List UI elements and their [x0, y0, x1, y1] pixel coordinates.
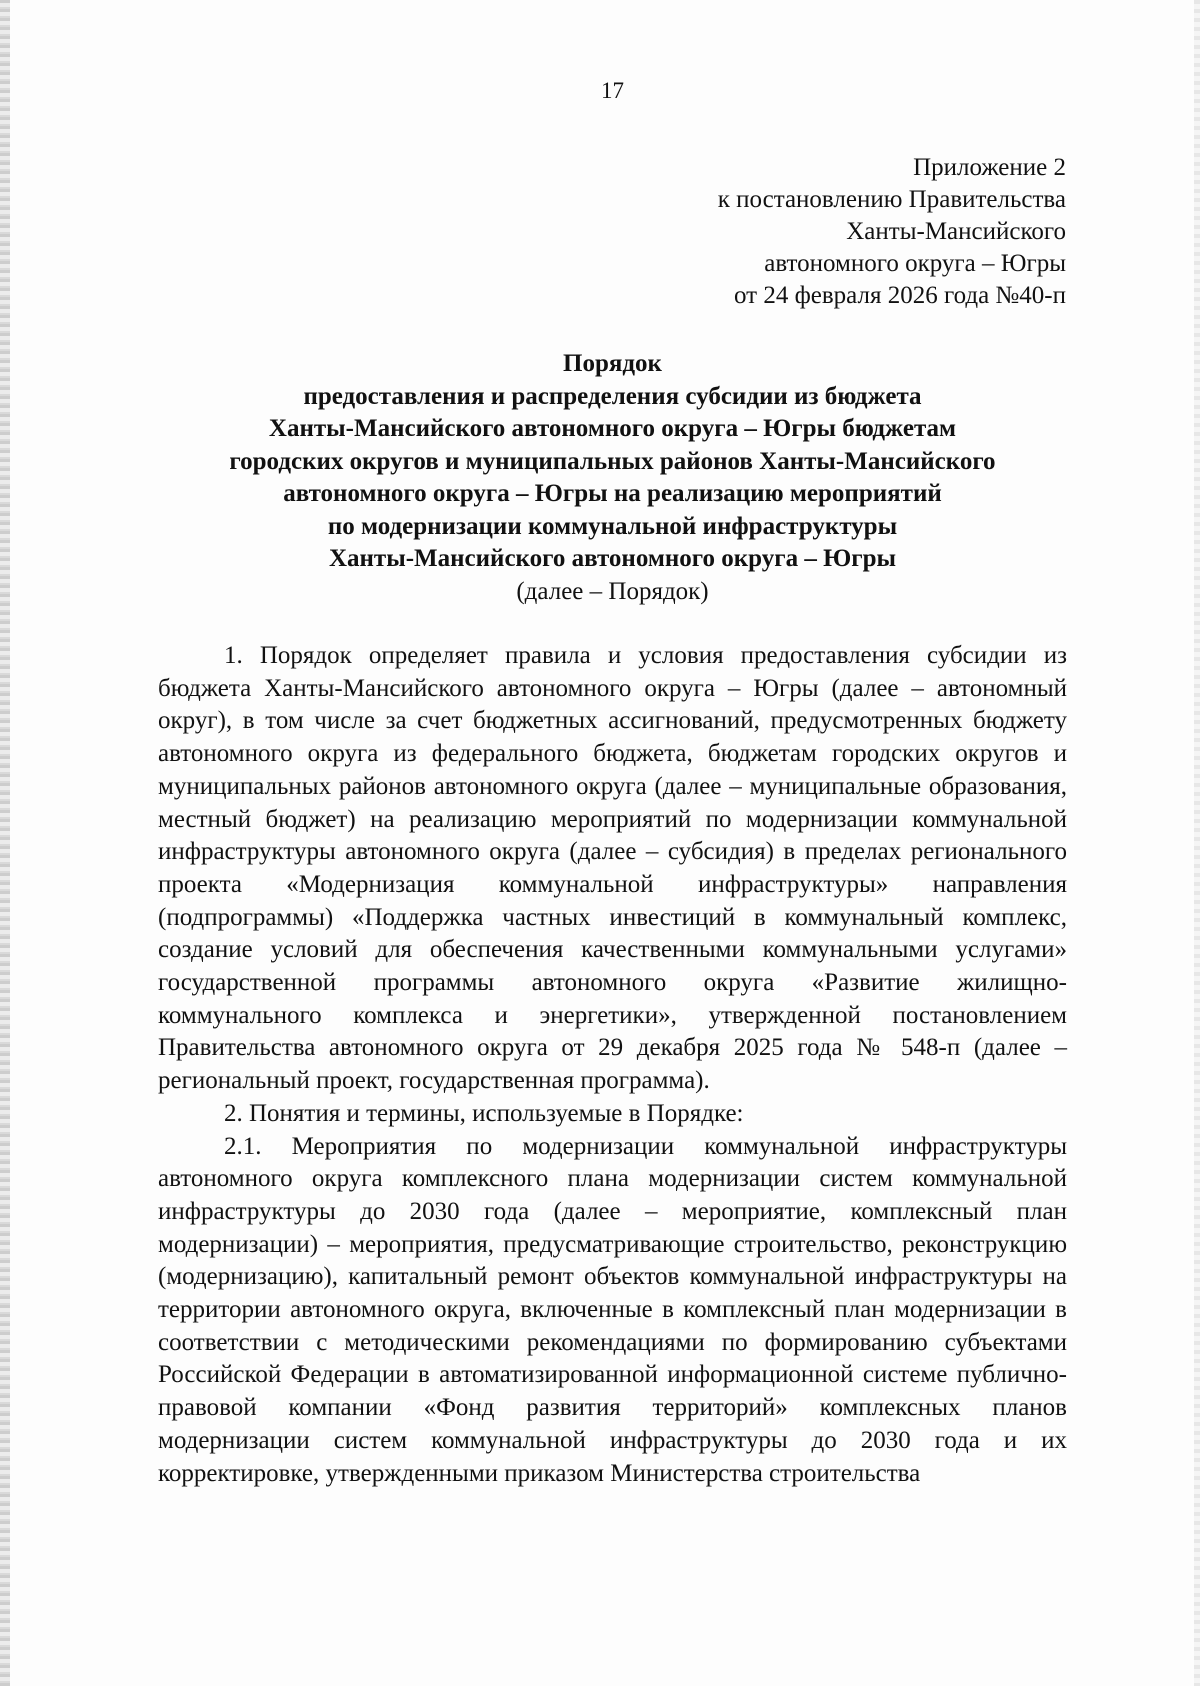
annex-line: от 24 февраля 2026 года №40-п	[733, 282, 1066, 309]
scan-edge-right	[1194, 0, 1200, 1686]
scan-edge-left	[0, 0, 10, 1686]
document-title	[150, 348, 1075, 608]
title-line: Порядок	[563, 350, 662, 377]
title-line: по модернизации коммунальной инфраструктуры	[327, 512, 898, 540]
page-number: 17	[601, 78, 624, 103]
document-body	[158, 640, 1067, 1490]
paragraph: 2.1. Мероприятия по модернизации коммунальной инфраструктуры автономного округа комплексного плана модернизации систем коммунальной инфраструктуры до 2030 года (далее – мероприятие, комплексный план модернизации) – мероприятия, предусматривающие строительство, реконструкцию (модернизацию), капитальный ремонт объектов коммунальной инфраструктуры на территории автономного округа, включенные в комплексный план модернизации в соответствии с методическими рекомендациями по формированию субъектами Российской Федерации в автоматизированной информационной системе публично-правовой компании «Фонд развития территорий» комплексных планов модернизации систем коммунальной инфраструктуры до 2030 года и их корректировке, утвержденными приказом Министерства строительства	[158, 1132, 1067, 1487]
annex-header	[718, 152, 1066, 312]
paragraph: 2. Понятия и термины, используемые в Порядке:	[224, 1099, 744, 1127]
title-line: Ханты-Мансийского автономного округа – Югры	[328, 545, 897, 572]
annex-line: Ханты-Мансийского	[846, 218, 1066, 245]
annex-line: к постановлению Правительства	[717, 186, 1066, 213]
annex-line: автономного округа – Югры	[764, 250, 1066, 277]
title-line: предоставления и распределения субсидии из бюджета	[303, 382, 922, 410]
annex-line: Приложение 2	[913, 154, 1066, 181]
title-line: автономного округа – Югры на реализацию мероприятий	[283, 480, 942, 507]
paragraph: 1. Порядок определяет правила и условия предоставления субсидии из бюджета Ханты-Мансийского автономного округа – Югры (далее – автономный округ), в том числе за счет бюджетных ассигнований, предусмотренных бюджету автономного округа из федерального бюджета, бюджетам городских округов и муниципальных районов автономного округа (далее – муниципальные образования, местный бюджет) на реализацию мероприятий по модернизации коммунальной инфраструктуры автономного округа (далее – субсидия) в пределах регионального проекта «Модернизация коммунальной инфраструктуры» направления (подпрограммы) «Поддержка частных инвестиций в коммунальный комплекс, создание условий для обеспечения качественными коммунальными услугами» государственной программы автономного округа «Развитие жилищно-коммунального комплекса и энергетики», утвержденной постановлением Правительства автономного округа от 29 декабря 2025 года № 548-п (далее – региональный проект, государственная программа).	[158, 642, 1067, 1095]
title-line: Ханты-Мансийского автономного округа – Югры бюджетам	[268, 415, 957, 442]
title-line: городских округов и муниципальных районов Ханты-Мансийского	[229, 447, 996, 475]
title-subtitle: (далее – Порядок)	[516, 577, 709, 605]
